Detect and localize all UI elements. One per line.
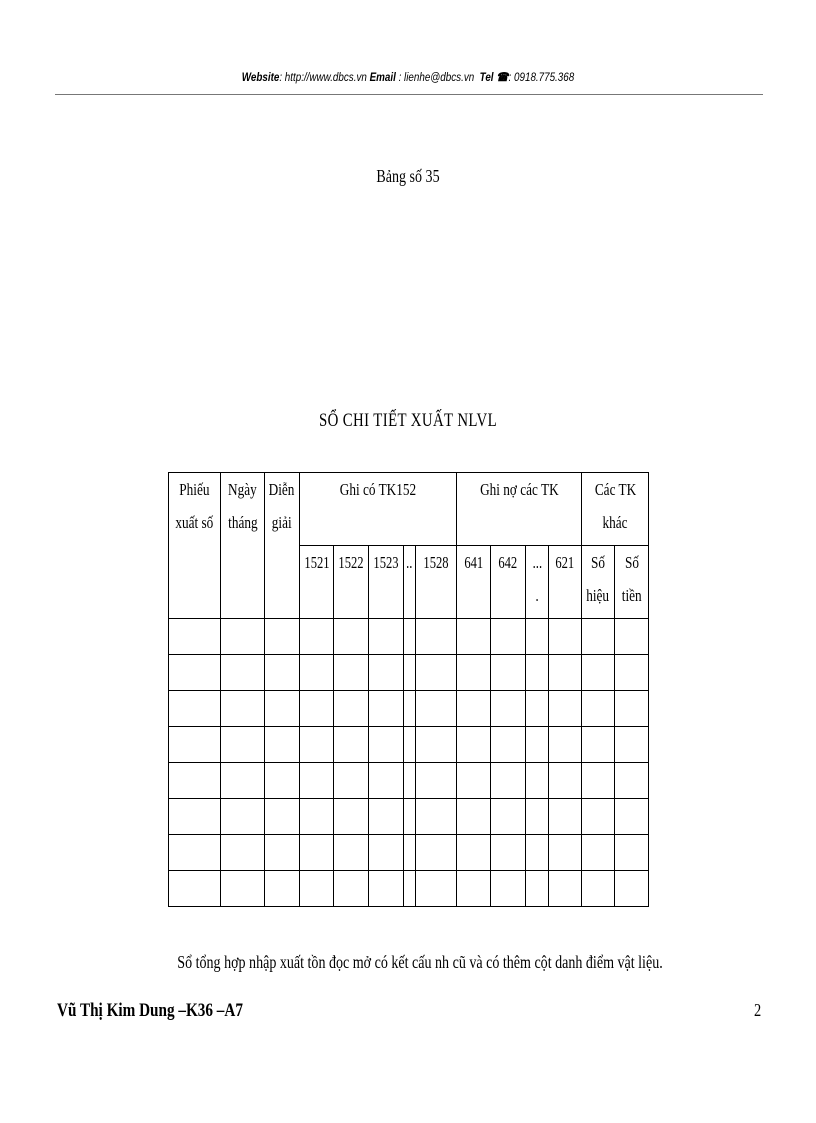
table-cell	[549, 799, 582, 835]
col-641: 641	[457, 546, 491, 619]
table-cell	[491, 655, 526, 691]
table-cell	[615, 655, 649, 691]
table-cell	[416, 727, 457, 763]
table-row	[169, 727, 649, 763]
table-cell	[404, 619, 416, 655]
group-ghi-co: Ghi có TK152	[300, 473, 457, 546]
table-cell	[549, 691, 582, 727]
table-cell	[369, 871, 404, 907]
tel-value: : 0918.775.368	[508, 70, 575, 84]
table-cell	[615, 799, 649, 835]
table-row	[169, 835, 649, 871]
table-cell	[300, 871, 334, 907]
table-cell	[221, 691, 265, 727]
table-cell	[582, 835, 615, 871]
col-so-tien: Số tiền	[615, 546, 649, 619]
header-divider	[55, 94, 763, 95]
table-cell	[369, 691, 404, 727]
table-cell	[404, 871, 416, 907]
ledger-body	[169, 619, 649, 907]
table-row	[169, 871, 649, 907]
table-row	[169, 763, 649, 799]
group-cac-tk-khac: Các TK khác	[582, 473, 649, 546]
table-cell	[369, 727, 404, 763]
table-cell	[549, 619, 582, 655]
table-cell	[169, 871, 221, 907]
table-cell	[221, 835, 265, 871]
table-cell	[300, 763, 334, 799]
table-row	[169, 799, 649, 835]
table-cell	[334, 799, 369, 835]
table-cell	[549, 655, 582, 691]
table-cell	[300, 691, 334, 727]
table-cell	[526, 763, 549, 799]
table-cell	[416, 763, 457, 799]
table-cell	[265, 763, 300, 799]
table-cell	[221, 619, 265, 655]
table-cell	[169, 799, 221, 835]
website-label: Website	[241, 70, 280, 84]
table-cell	[491, 799, 526, 835]
col-ngay-thang: Ngày tháng	[221, 473, 265, 619]
ledger-table	[168, 472, 649, 907]
col-1521: 1521	[300, 546, 334, 619]
table-cell	[300, 799, 334, 835]
table-cell	[169, 763, 221, 799]
table-cell	[369, 619, 404, 655]
table-cell	[526, 691, 549, 727]
table-cell	[334, 691, 369, 727]
table-caption: Bảng số 35	[376, 166, 440, 186]
col-1528: 1528	[416, 546, 457, 619]
table-cell	[404, 655, 416, 691]
table-cell	[549, 727, 582, 763]
tel-label: Tel	[479, 70, 494, 84]
table-cell	[221, 871, 265, 907]
table-cell	[549, 871, 582, 907]
table-cell	[615, 691, 649, 727]
table-cell	[416, 835, 457, 871]
table-cell	[300, 655, 334, 691]
website-url[interactable]: : http://www.dbcs.vn	[279, 70, 367, 84]
footer-author: Vũ Thị Kim Dung –K36 –A7	[57, 1000, 243, 1021]
table-cell	[457, 835, 491, 871]
col-so-hieu: Số hiệu	[582, 546, 615, 619]
table-cell	[404, 799, 416, 835]
note-text: Sổ tổng hợp nhập xuất tồn đọc mở có kết cấu nh cũ và có thêm cột danh điểm vật liệu.	[177, 952, 663, 972]
col-621: 621	[549, 546, 582, 619]
page-header	[73, 70, 742, 84]
email-value[interactable]: : lienhe@dbcs.vn	[395, 70, 475, 84]
page-number: 2	[754, 1000, 762, 1020]
table-cell	[549, 835, 582, 871]
table-cell	[526, 799, 549, 835]
table-cell	[582, 871, 615, 907]
table-cell	[491, 871, 526, 907]
table-cell	[265, 799, 300, 835]
table-cell	[416, 619, 457, 655]
table-cell	[221, 799, 265, 835]
table-cell	[300, 727, 334, 763]
table-cell	[491, 763, 526, 799]
table-cell	[615, 763, 649, 799]
table-cell	[615, 727, 649, 763]
table-cell	[526, 727, 549, 763]
table-cell	[526, 871, 549, 907]
table-cell	[300, 619, 334, 655]
table-cell	[526, 655, 549, 691]
table-cell	[526, 619, 549, 655]
table-cell	[404, 835, 416, 871]
ledger-title: SỔ CHI TIẾT XUẤT NLVL	[318, 410, 498, 431]
table-cell	[169, 655, 221, 691]
table-cell	[582, 799, 615, 835]
table-cell	[582, 691, 615, 727]
email-label: Email	[369, 70, 396, 84]
table-cell	[369, 763, 404, 799]
table-cell	[265, 871, 300, 907]
col-1523: 1523	[369, 546, 404, 619]
table-row	[169, 655, 649, 691]
table-cell	[369, 835, 404, 871]
table-cell	[169, 835, 221, 871]
table-cell	[615, 619, 649, 655]
table-cell	[265, 835, 300, 871]
table-cell	[404, 763, 416, 799]
col-dien-giai: Diễn giải	[265, 473, 300, 619]
table-cell	[582, 727, 615, 763]
table-cell	[265, 727, 300, 763]
table-cell	[334, 835, 369, 871]
table-cell	[169, 619, 221, 655]
table-cell	[457, 727, 491, 763]
table-cell	[404, 691, 416, 727]
table-cell	[265, 691, 300, 727]
table-cell	[526, 835, 549, 871]
table-cell	[265, 655, 300, 691]
table-cell	[334, 871, 369, 907]
table-row	[169, 619, 649, 655]
table-cell	[416, 871, 457, 907]
table-cell	[221, 763, 265, 799]
table-cell	[169, 691, 221, 727]
table-cell	[615, 835, 649, 871]
col-co-ellipsis: ..	[404, 546, 416, 619]
table-cell	[416, 799, 457, 835]
table-cell	[582, 655, 615, 691]
table-cell	[457, 871, 491, 907]
table-cell	[334, 619, 369, 655]
table-cell	[221, 655, 265, 691]
table-cell	[457, 619, 491, 655]
table-cell	[334, 763, 369, 799]
table-cell	[416, 655, 457, 691]
table-cell	[416, 691, 457, 727]
col-no-ellipsis: ... .	[526, 546, 549, 619]
header-row-1	[169, 473, 649, 546]
table-cell	[457, 655, 491, 691]
phone-icon: ☎	[496, 70, 509, 84]
table-cell	[369, 655, 404, 691]
table-cell	[404, 727, 416, 763]
table-cell	[582, 763, 615, 799]
table-cell	[491, 727, 526, 763]
col-phieu-xuat-so: Phiếu xuất số	[169, 473, 221, 619]
table-cell	[549, 763, 582, 799]
table-cell	[457, 763, 491, 799]
table-cell	[265, 619, 300, 655]
group-ghi-no: Ghi nợ các TK	[457, 473, 582, 546]
table-row	[169, 691, 649, 727]
table-cell	[334, 727, 369, 763]
table-cell	[300, 835, 334, 871]
table-cell	[615, 871, 649, 907]
table-cell	[491, 691, 526, 727]
col-642: 642	[491, 546, 526, 619]
table-cell	[491, 835, 526, 871]
table-cell	[369, 799, 404, 835]
table-cell	[457, 691, 491, 727]
table-cell	[169, 727, 221, 763]
table-cell	[221, 727, 265, 763]
col-1522: 1522	[334, 546, 369, 619]
table-cell	[334, 655, 369, 691]
table-cell	[582, 619, 615, 655]
table-cell	[457, 799, 491, 835]
table-cell	[491, 619, 526, 655]
